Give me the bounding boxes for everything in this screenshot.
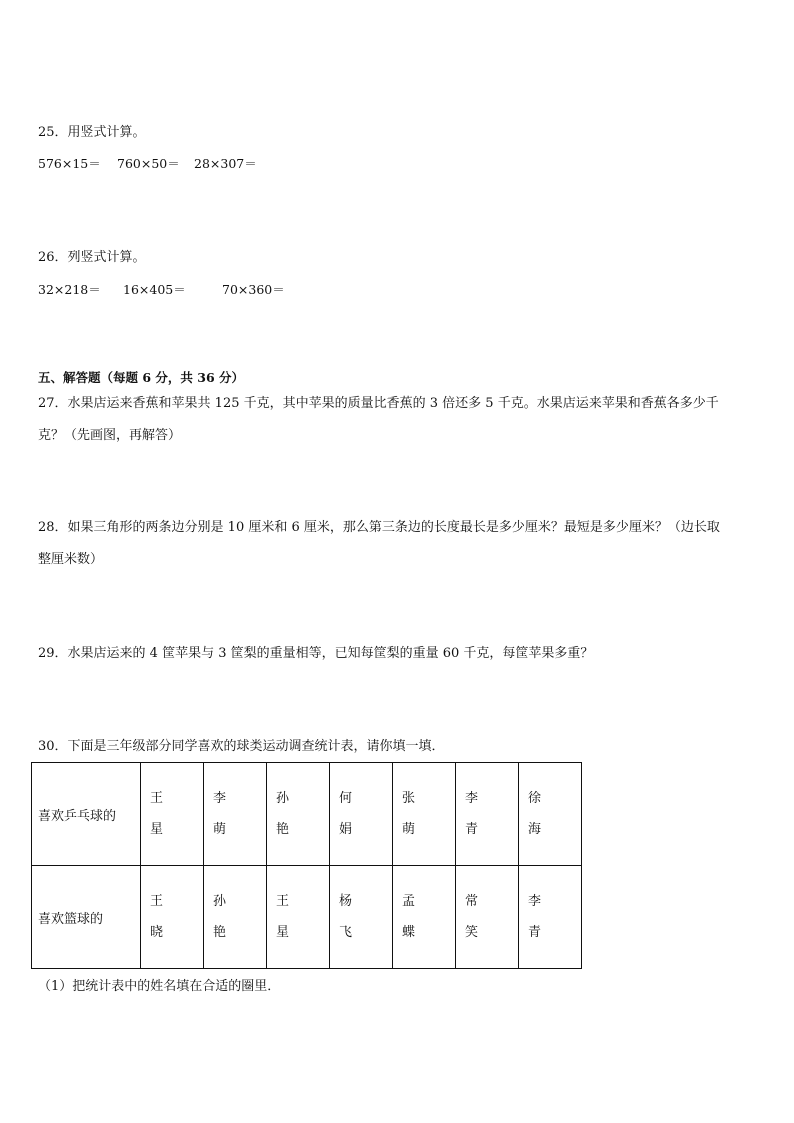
name-cell: 徐 海 [519, 763, 582, 866]
q27-line-2: 克？（先画图，再解答） [38, 428, 182, 443]
name-cell: 孟 蝶 [393, 866, 456, 969]
q27-line-1: 27．水果店运来香蕉和苹果共 125 千克，其中苹果的质量比香蕉的 3 倍还多 5 千克。水果店运来苹果和香蕉各多少千 [38, 396, 719, 411]
q30-sub-question-1: （1）把统计表中的姓名填在合适的圈里． [38, 979, 281, 994]
q29-text: 29．水果店运来的 4 筐苹果与 3 筐梨的重量相等，已知每筐梨的重量 60 千克，每筐苹果多重？ [38, 646, 594, 661]
name-cell: 孙 艳 [204, 866, 267, 969]
row-label: 喜欢篮球的 [32, 866, 141, 969]
q25-item-1: 576×15＝ [38, 156, 101, 171]
q25-title: 25．用竖式计算。 [38, 125, 146, 140]
name-cell: 李 青 [519, 866, 582, 969]
q25-item-2: 760×50＝ [117, 156, 180, 171]
name-cell: 李 青 [456, 763, 519, 866]
row-label: 喜欢乒乓球的 [32, 763, 141, 866]
survey-table [31, 762, 582, 969]
name-cell: 王 星 [267, 866, 330, 969]
section-heading: 五、解答题（每题 6 分，共 36 分） [38, 370, 245, 385]
q26-item-3: 70×360＝ [222, 282, 285, 297]
name-cell: 孙 艳 [267, 763, 330, 866]
q26-title: 26．列竖式计算。 [38, 250, 146, 265]
name-cell: 何 娟 [330, 763, 393, 866]
name-cell: 王 晓 [141, 866, 204, 969]
name-cell: 张 萌 [393, 763, 456, 866]
name-cell: 杨 飞 [330, 866, 393, 969]
name-cell: 李 萌 [204, 763, 267, 866]
q26-item-1: 32×218＝ [38, 282, 101, 297]
q26-item-2: 16×405＝ [123, 282, 186, 297]
q30-title: 30．下面是三年级部分同学喜欢的球类运动调查统计表，请你填一填． [38, 739, 445, 754]
table-row [32, 866, 582, 969]
q28-line-2: 整厘米数） [38, 552, 104, 567]
table-row [32, 763, 582, 866]
name-cell: 王 星 [141, 763, 204, 866]
q25-item-3: 28×307＝ [194, 156, 257, 171]
q28-line-1: 28．如果三角形的两条边分别是 10 厘米和 6 厘米，那么第三条边的长度最长是多少厘米？最短是多少厘米？（边长取 [38, 520, 720, 535]
name-cell: 常 笑 [456, 866, 519, 969]
